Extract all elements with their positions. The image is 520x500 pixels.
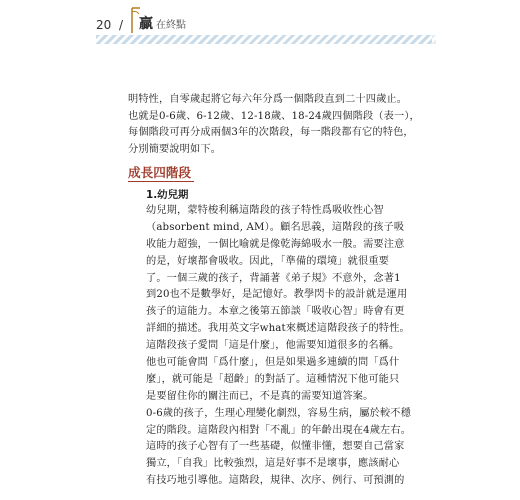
page-number: 20	[96, 18, 112, 32]
body-line: 這時的孩子心智有了一些基礎，似懂非懂，想要自己當家	[146, 441, 405, 453]
body-line: （absorbent mind, AM）。顧名思義，這階段的孩子吸	[146, 221, 405, 233]
section-title-underline	[128, 181, 194, 182]
body-line: 獨立，「自我」比較強烈，這是好事不是壞事，應該耐心	[146, 458, 400, 470]
body-line: 幼兒期，蒙特梭利稱這階段的孩子特性爲吸收性心智	[146, 205, 384, 216]
body-line: 詳細的描述。我用英文字what來概述這階段孩子的特性。	[146, 323, 410, 335]
body-line: 有技巧地引導他。這階段，規律、次序、例行、可預測的	[146, 475, 405, 487]
body-line: 的是，好壞都會吸收。因此，「準備的環境」就很重要	[146, 255, 389, 267]
intro-paragraph	[128, 92, 420, 158]
intro-line: 每個階段可再分成兩個3年的次階段，每一階段都有它的特色，	[128, 127, 414, 139]
body-line: 收能力超強，一個比喻就是像乾海綿吸水一般。需要注意	[146, 238, 405, 250]
intro-line: 也就是0-6歲、6-12歲、12-18歲、18-24歲四個階段（表一），	[128, 110, 420, 122]
subsection-heading: 1.幼兒期	[146, 189, 189, 201]
body-line: 了。一個三歲的孩子，背誦著《弟子規》不意外，念著1	[146, 272, 401, 284]
book-logo-title: 贏	[139, 16, 153, 32]
body-line: 他也可能會問「爲什麼」，但是如果過多連續的問「爲什	[146, 357, 400, 369]
body-line: 是要留住你的關注而已，不是真的需要知道答案。	[146, 390, 374, 402]
body-line: 定的階段。這階段內相對「不亂」的年齡出現在4歲左右。	[146, 424, 412, 436]
body-line: 0-6歲的孩子，生理心理變化劇烈，容易生病，屬於較不穩	[146, 407, 411, 419]
body-line: 到20也不是數學好，是記憶好。教學閃卡的設計就是運用	[146, 289, 408, 301]
book-logo-subtitle: 在終點	[156, 20, 186, 31]
running-header	[0, 0, 520, 48]
section-title: 成長四階段	[128, 165, 191, 180]
header-stripe-fade	[432, 35, 436, 44]
intro-line: 分別簡要說明如下。	[128, 143, 222, 155]
header-stripe-divider	[96, 35, 432, 44]
body-line: 麼」，就可能是「超齡」的對話了。這種情況下他可能只	[146, 373, 400, 385]
intro-line: 明特性，自零歲起將它每六年分爲一個階段直到二十四歲止。	[128, 94, 408, 105]
body-paragraph	[146, 203, 438, 490]
body-line: 孩子的這能力。本章之後第五節談「吸收心智」時會有更	[146, 306, 405, 318]
header-separator: /	[119, 18, 124, 32]
body-line: 這階段孩子愛問「這是什麼」，他需要知道很多的名稱。	[146, 340, 400, 352]
